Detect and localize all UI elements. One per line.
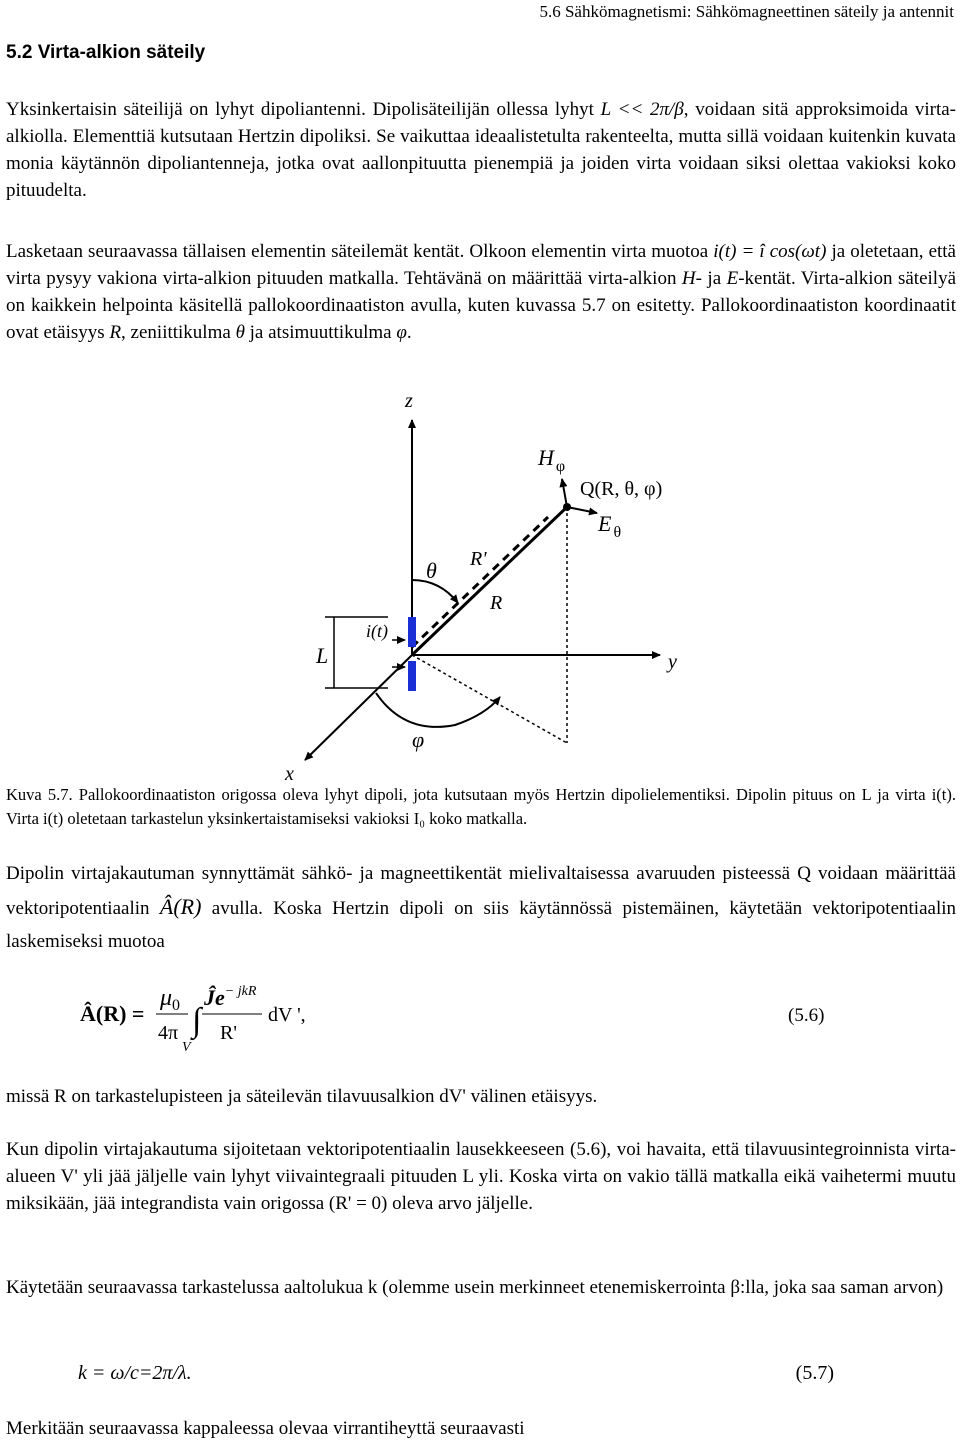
text: - ja — [695, 268, 727, 289]
eq-numerator — [203, 984, 257, 1010]
equation-5-6 — [80, 975, 940, 1055]
text: . — [406, 322, 412, 343]
e-subscript: θ — [613, 524, 622, 541]
eq-domain: V — [182, 1040, 191, 1055]
eq-mu — [159, 985, 180, 1014]
inline-math: i(t) = î cos(ωt) — [713, 241, 827, 262]
label-theta: θ — [426, 558, 437, 583]
dipole-upper — [408, 617, 416, 647]
label-rprime: R' — [470, 548, 487, 570]
text: -kentät. Virta-alkion säteilyä on kaikkein helpointa käsitellä pallokoordinaatiston avulla, kuten kuvassa 5.7 on esitetty. Pallokoordinaatiston koordinaatit ovat etäisyys — [6, 268, 957, 343]
running-header: 5.6 Sähkömagnetismi: Sähkömagneettinen säteily ja antennit — [539, 2, 954, 21]
theta-arc — [412, 580, 458, 603]
inline-math: L << 2π/β — [600, 99, 684, 120]
text: ja atsimuuttikulma — [244, 322, 397, 343]
mu-subscript: 0 — [172, 997, 181, 1014]
symbol-E: E — [726, 268, 739, 289]
paragraph-intro — [6, 96, 956, 204]
paragraph-current-density: Merkitään seuraavassa kappaleessa olevaa virrantiheyttä seuraavasti — [6, 1418, 525, 1439]
eq-denominator: 4π — [158, 1022, 179, 1044]
numerator-base: Ĵe — [204, 985, 225, 1010]
phi-arc — [376, 693, 500, 727]
label-phi: φ — [412, 727, 425, 752]
text: avulla. Koska Hertzin dipoli on siis käytännössä pistemäinen, käytetään vektoripotentiaalin laskemiseksi muotoa — [6, 898, 957, 952]
label-r: R — [490, 592, 503, 614]
dipole-figure — [0, 385, 960, 805]
e-field-arrow — [567, 507, 597, 513]
paragraph-wavenumber: Käytetään seuraavassa tarkastelussa aaltolukua k (olemme usein merkinneet etenemiskerrointa β:lla, joka saa saman arvon) — [6, 1277, 944, 1298]
h-symbol: H — [538, 445, 554, 470]
h-field-arrow — [562, 479, 567, 507]
dipole-lower — [408, 661, 416, 691]
label-h — [537, 445, 565, 475]
eq-number: (5.6) — [788, 1005, 825, 1026]
label-z: z — [405, 390, 413, 412]
paragraph-r-distance: missä R on tarkastelupisteen ja säteilevän tilavuusalkion dV' välinen etäisyys. — [6, 1086, 598, 1107]
eq-number: (5.7) — [795, 1362, 834, 1384]
paragraph-vector-potential — [6, 857, 956, 958]
text: , zeniittikulma — [121, 322, 236, 343]
label-y: y — [668, 651, 677, 673]
point-q — [563, 503, 571, 511]
eq-rden: R' — [220, 1022, 237, 1044]
equation-5-7 — [78, 1362, 834, 1385]
figure-caption: Kuva 5.7. Pallokoordinaatiston origossa oleva lyhyt dipoli, jota kutsutaan myös Hertzin dipolielementiksi. Dipolin pituus on L ja virta i(t). Virta i(t) oletetaan tarkastelun yksinkertaistamiseksi vakioksi I₀ koko matkalla. — [6, 785, 956, 828]
inline-math: Â(R) — [159, 894, 202, 919]
label-x: x — [285, 763, 294, 785]
eq-text: k = ω/c=2π/λ. — [78, 1362, 192, 1384]
eq-lhs: Â(R) = — [80, 1001, 145, 1026]
projection-line — [412, 655, 567, 743]
e-symbol: E — [598, 511, 612, 536]
numerator-exp: − jkR — [224, 984, 257, 999]
symbol-theta: θ — [235, 322, 245, 343]
eq-integral: ∫ — [192, 1002, 202, 1039]
text: Dipolin virtajakautuman synnyttämät sähkö- ja magneettikentät mielivaltaisessa avaruuden pisteessä Q voidaan määrittää vektoripotentiaalin — [6, 863, 956, 919]
section-title: 5.2 Virta-alkion säteily — [6, 42, 206, 63]
label-L: L — [316, 643, 329, 668]
symbol-R: R — [109, 322, 122, 343]
eq-dv: dV ', — [268, 1004, 306, 1026]
mu-symbol: μ — [160, 985, 173, 1011]
text: Lasketaan seuraavassa tällaisen elementin säteilemät kentät. Olkoon elementin virta muotoa — [6, 241, 714, 262]
paragraph-fields — [6, 238, 956, 346]
h-subscript: φ — [555, 458, 566, 475]
symbol-phi: φ — [396, 322, 407, 343]
label-q: Q(R, θ, φ) — [580, 478, 663, 500]
symbol-H: H — [681, 268, 696, 289]
label-current: i(t) — [366, 621, 388, 641]
label-e — [597, 511, 621, 541]
text: ja oletetaan, että virta pysyy vakiona virta-alkion pituuden matkalla. Tehtävänä on määrittää virta-alkion — [6, 241, 956, 289]
text: Yksinkertaisin säteilijä on lyhyt dipoliantenni. Dipolisäteilijän ollessa lyhyt — [6, 99, 601, 120]
x-axis — [305, 655, 412, 760]
paragraph-integral: Kun dipolin virtajakautuma sijoitetaan vektoripotentiaalin lausekkeeseen (5.6), voi havaita, että tilavuusintegroinnista virta-alueen V' yli jää jäljelle vain lyhyt viivaintegraali pituuden L yli. Koska virta on vakio tällä matkalla eikä vaihetermi muutu miksikään, jää integrandista vain origossa (R' = 0) oleva arvo jäljelle. — [6, 1139, 956, 1214]
text: , voidaan sitä approksimoida virta-alkiolla. Elementtiä kutsutaan Hertzin dipoliksi. Se vaikuttaa ideaalistetulta rakenteelta, mutta sillä voidaan kuitenkin kuvata monia käytännön dipoliantenneja, jotka ovat aallonpituutta pienempiä ja joiden virta voidaan siksi olettaa vakioksi koko pituudelta. — [6, 99, 956, 201]
